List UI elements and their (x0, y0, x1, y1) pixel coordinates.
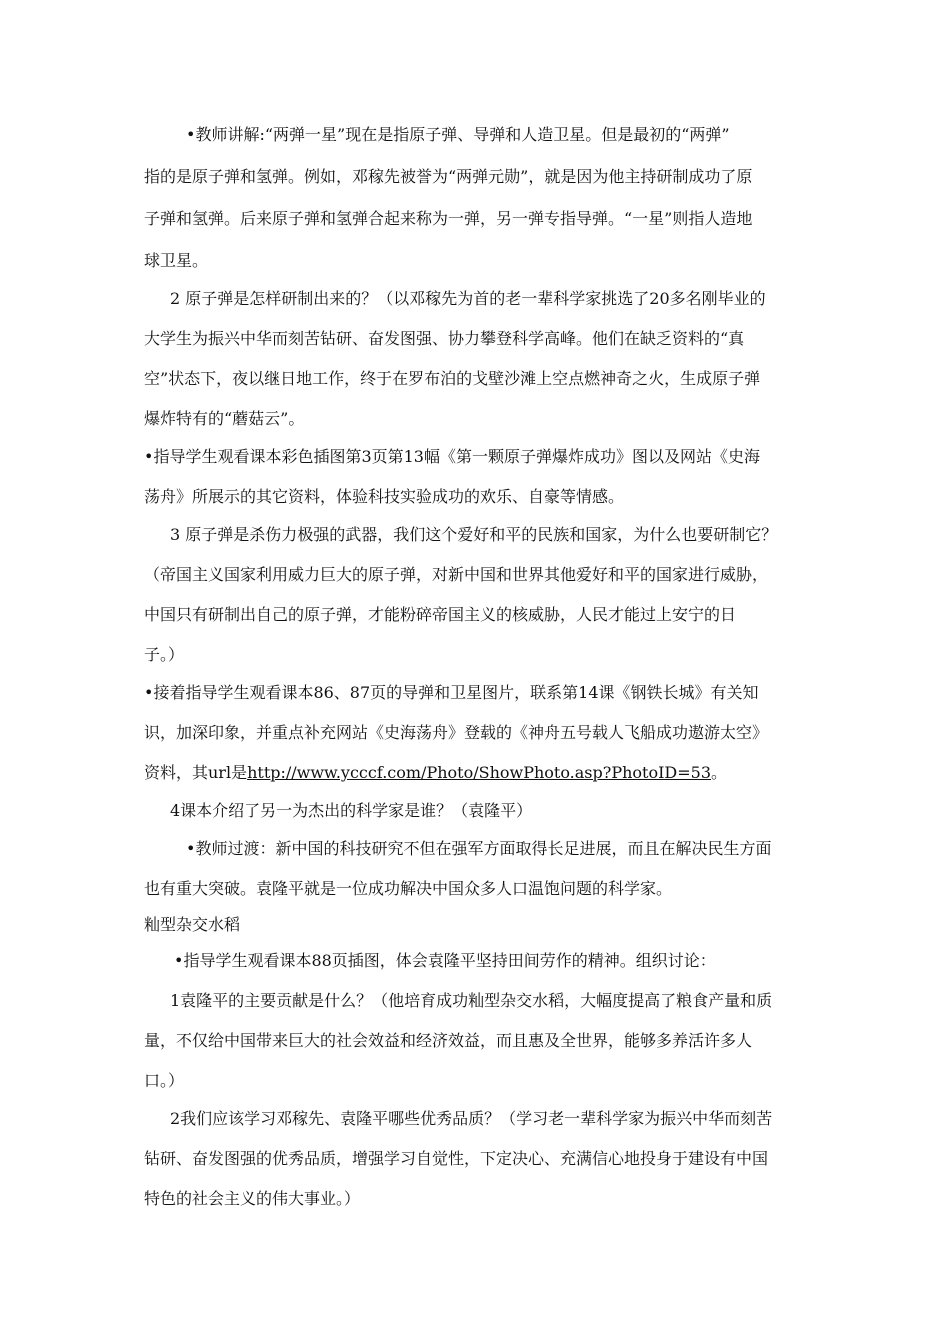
paragraph-line: 2 原子弹是怎样研制出来的？（以邓稼先为首的老一辈科学家挑选了20多名刚毕业的 (170, 289, 766, 308)
paragraph-line: 荡舟》所展示的其它资料，体验科技实验成功的欢乐、自豪等情感。 (144, 487, 625, 506)
paragraph-line: 4课本介绍了另一为杰出的科学家是谁？（袁隆平） (170, 801, 533, 820)
paragraph-line: 量，不仅给中国带来巨大的社会效益和经济效益，而且惠及全世界，能够多养活许多人 (144, 1031, 753, 1050)
paragraph-line: 1袁隆平的主要贡献是什么？（他培育成功籼型杂交水稻，大幅度提高了粮食产量和质 (170, 991, 773, 1010)
url-suffix: 。 (711, 763, 728, 782)
paragraph-line: •教师过渡：新中国的科技研究不但在强军方面取得长足进展，而且在解决民生方面 (186, 839, 772, 858)
paragraph-line: •教师讲解:“两弹一星”现在是指原子弹、导弹和人造卫星。但是最初的“两弹” (186, 125, 730, 144)
paragraph-line: 钻研、奋发图强的优秀品质，增强学习自觉性，下定决心、充满信心地投身于建设有中国 (144, 1149, 769, 1168)
paragraph-line: （帝国主义国家利用威力巨大的原子弹，对新中国和世界其他爱好和平的国家进行威胁， (144, 565, 769, 584)
paragraph-line: •接着指导学生观看课本86、87页的导弹和卫星图片，联系第14课《钢铁长城》有关知 (144, 683, 759, 702)
paragraph-line: 球卫星。 (144, 251, 209, 270)
paragraph-line: 2我们应该学习邓稼先、袁隆平哪些优秀品质？（学习老一辈科学家为振兴中华而刻苦 (170, 1109, 773, 1128)
paragraph-line: 子。） (144, 645, 185, 664)
paragraph-line: 也有重大突破。袁隆平就是一位成功解决中国众多人口温饱问题的科学家。 (144, 879, 673, 898)
paragraph-line: 中国只有研制出自己的原子弹，才能粉碎帝国主义的核威胁，人民才能过上安宁的日 (144, 605, 737, 624)
paragraph-line: 爆炸特有的“蘑菇云”。 (144, 409, 305, 428)
paragraph-line: 识，加深印象，并重点补充网站《史海荡舟》登载的《神舟五号载人飞船成功遨游太空》 (144, 723, 769, 742)
url-line (144, 762, 727, 784)
paragraph-line: 子弹和氢弹。后来原子弹和氢弹合起来称为一弹，另一弹专指导弹。“一星”则指人造地 (144, 209, 753, 228)
paragraph-line: 籼型杂交水稻 (144, 915, 241, 934)
paragraph-line: 口。） (144, 1071, 185, 1090)
paragraph-line: •指导学生观看课本88页插图，体会袁隆平坚持田间劳作的精神。组织讨论： (174, 951, 716, 970)
paragraph-line: 特色的社会主义的伟大事业。） (144, 1189, 361, 1208)
paragraph-line: 大学生为振兴中华而刻苦钻研、奋发图强、协力攀登科学高峰。他们在缺乏资料的“真 (144, 329, 745, 348)
url-prefix: 资料，其url是 (144, 763, 248, 782)
photo-link[interactable]: http://www.ycccf.com/Photo/ShowPhoto.asp?PhotoID=53 (247, 763, 712, 782)
paragraph-line: •指导学生观看课本彩色插图第3页第13幅《第一颗原子弹爆炸成功》图以及网站《史海 (144, 447, 760, 466)
paragraph-line: 3 原子弹是杀伤力极强的武器，我们这个爱好和平的民族和国家，为什么也要研制它？ (170, 525, 778, 544)
paragraph-line: 空”状态下，夜以继日地工作，终于在罗布泊的戈壁沙滩上空点燃神奇之火，生成原子弹 (144, 369, 761, 388)
paragraph-line: 指的是原子弹和氢弹。例如，邓稼先被誉为“两弹元勋”，就是因为他主持研制成功了原 (144, 167, 753, 186)
